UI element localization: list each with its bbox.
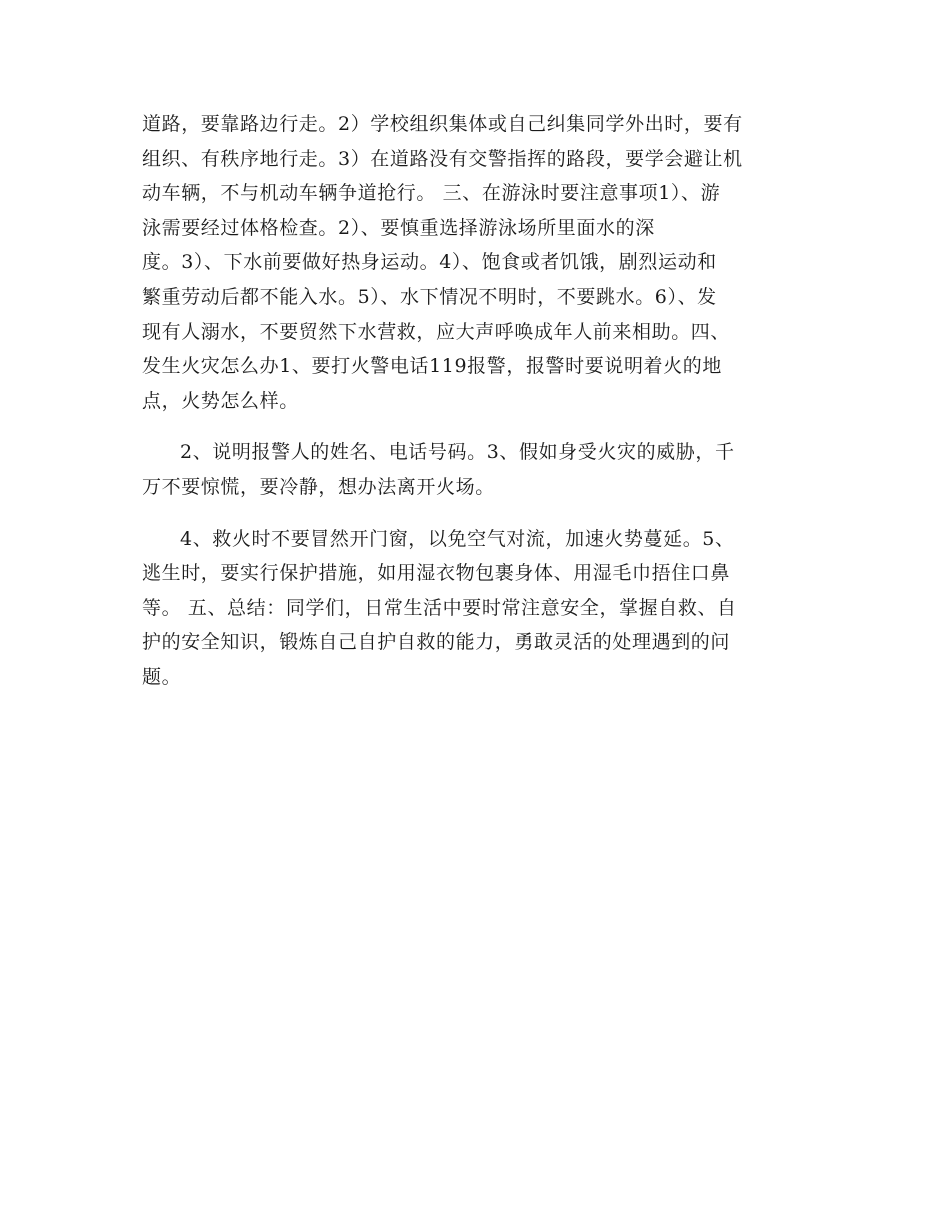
text-line: 护的安全知识，锻炼自己自护自救的能力，勇敢灵活的处理遇到的问: [142, 631, 731, 654]
paragraph-3: [142, 522, 808, 695]
text-line: 道路，要靠路边行走。2）学校组织集体或自己纠集同学外出时，要有: [142, 113, 743, 135]
text-line: 2、说明报警人的姓名、电话号码。3、假如身受火灾的威胁，千: [180, 441, 735, 464]
text-line: 发生火灾怎么办1、要打火警电话119报警，报警时要说明着火的地: [142, 355, 722, 378]
text-line: 题。: [142, 665, 182, 688]
text-line: 现有人溺水，不要贸然下水营救，应大声呼唤成年人前来相助。四、: [142, 320, 731, 343]
text-line: 泳需要经过体格检查。2）、要慎重选择游泳场所里面水的深: [142, 216, 655, 239]
text-line: 动车辆，不与机动车辆争道抢行。 三、在游泳时要注意事项1）、游: [142, 182, 721, 205]
paragraph-1: [142, 107, 808, 418]
text-line: 4、救火时不要冒然开门窗，以免空气对流，加速火势蔓延。5、: [180, 527, 735, 550]
text-line: 等。 五、总结：同学们，日常生活中要时常注意安全，掌握自救、自: [142, 596, 737, 619]
text-line: 点，火势怎么样。: [142, 389, 299, 412]
text-line: 逃生时，要实行保护措施，如用湿衣物包裹身体、用湿毛巾捂住口鼻: [142, 562, 731, 585]
text-line: 繁重劳动后都不能入水。5）、水下情况不明时，不要跳水。6）、发: [142, 285, 717, 308]
paragraph-2: [142, 435, 808, 504]
document-body: [142, 107, 808, 695]
text-line: 万不要惊慌，要冷静，想办法离开火场。: [142, 475, 495, 498]
text-line: 度。3）、下水前要做好热身运动。4）、饱食或者饥饿，剧烈运动和: [142, 251, 717, 274]
text-line: 组织、有秩序地行走。3）在道路没有交警指挥的路段，要学会避让机: [142, 147, 743, 170]
